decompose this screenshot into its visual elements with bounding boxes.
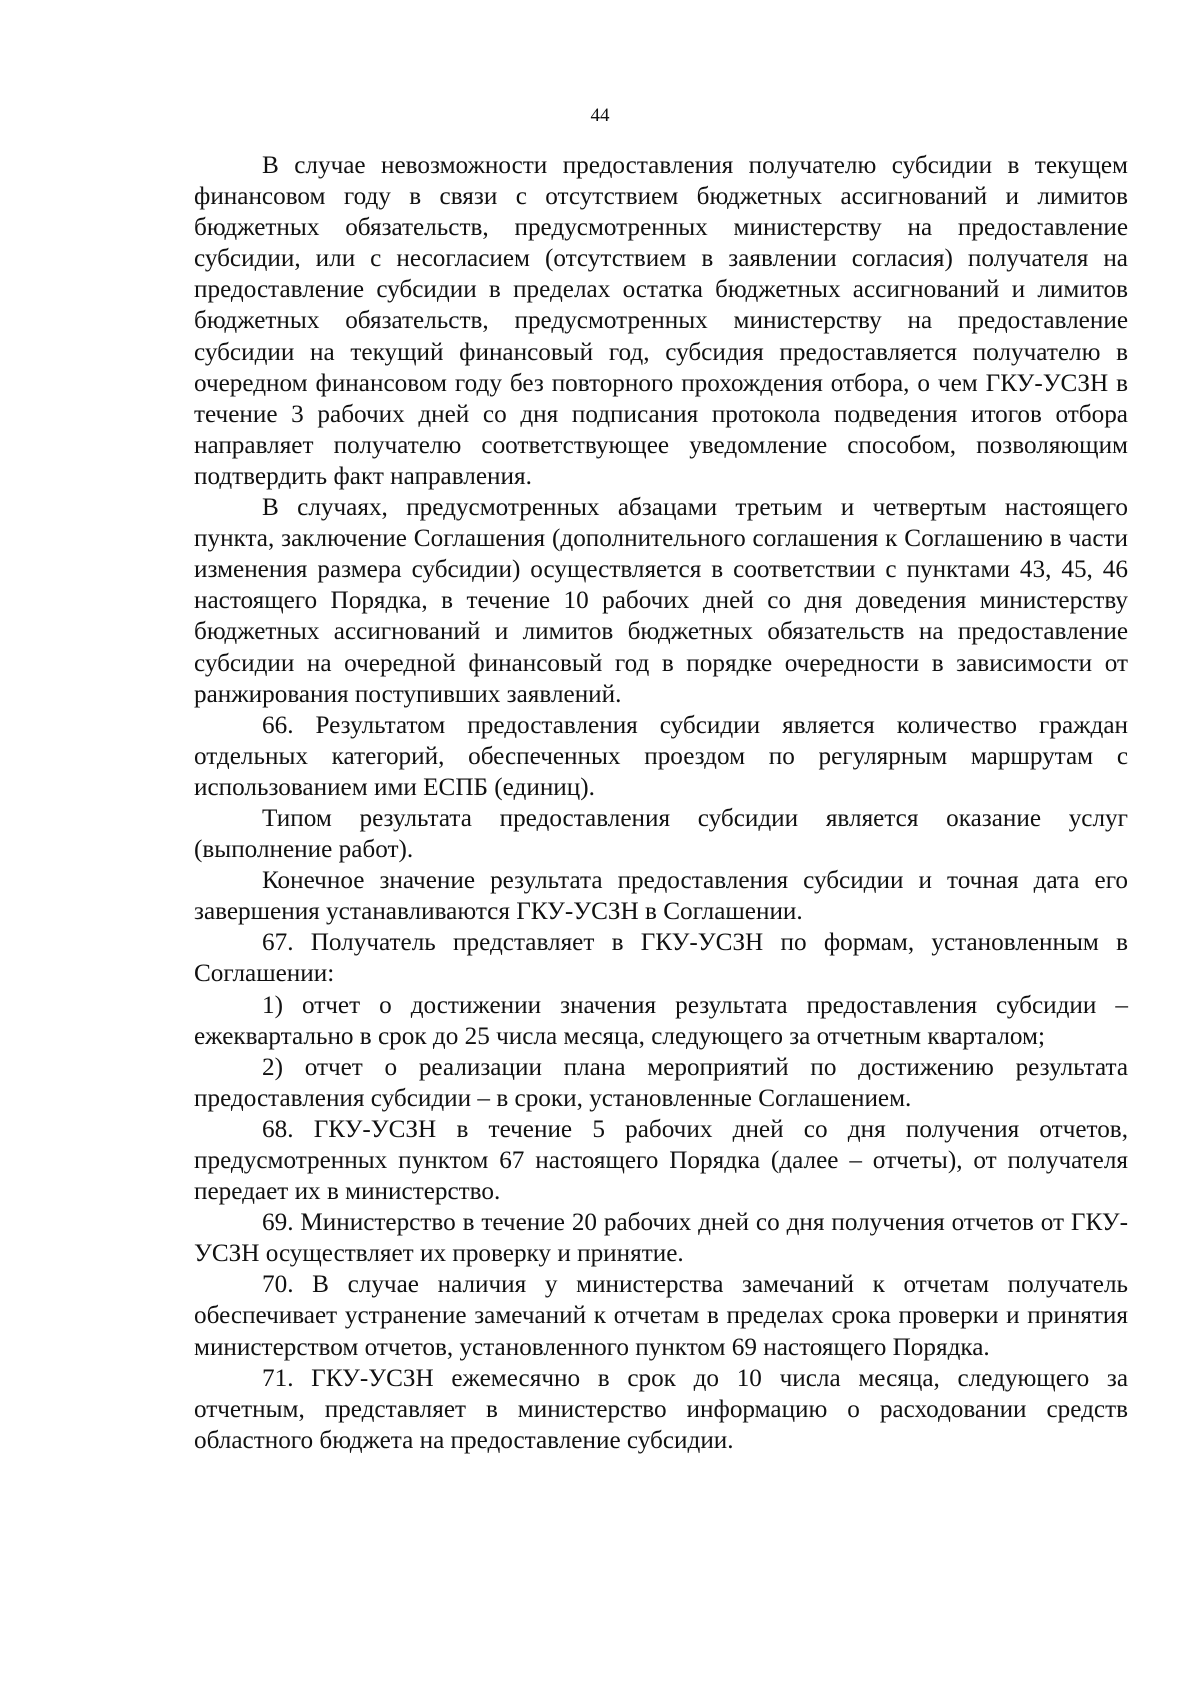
paragraph-subsidy-next-year: В случае невозможности предоставления получателю субсидии в текущем финансовом году в связи с отсутствием бюджетных ассигнований и лимитов бюджетных обязательств, предусмотренных министерству на предоставление субсидии, или с несогласием (отсутствием в заявлении согласия) получателя на предоставление субсидии в пределах остатка бюджетных ассигнований и лимитов бюджетных обязательств, предусмотренных министерству на предоставление субсидии на текущий финансовый год, субсидия предоставляется получателю в очередном финансовом году без повторного прохождения отбора, о чем ГКУ-УСЗН в течение 3 рабочих дней со дня подписания протокола подведения итогов отбора направляет получателю соответствующее уведомление способом, позволяющим подтвердить факт направления. — [194, 152, 1128, 490]
paragraph-item-66: 66. Результатом предоставления субсидии является количество граждан отдельных категорий, обеспеченных проездом по регулярным маршрутам с использованием ими ЕСПБ (единиц). — [194, 711, 1128, 801]
paragraph-item-69: 69. Министерство в течение 20 рабочих дней со дня получения отчетов от ГКУ-УСЗН осуществляет их проверку и принятие. — [194, 1209, 1128, 1268]
page-number: 44 — [590, 105, 610, 126]
paragraph-item-68: 68. ГКУ-УСЗН в течение 5 рабочих дней со дня получения отчетов, предусмотренных пунктом 67 настоящего Порядка (далее – отчеты), от получателя передает их в министерство. — [194, 1115, 1128, 1206]
paragraph-item-70: 70. В случае наличия у министерства замечаний к отчетам получатель обеспечивает устранение замечаний к отчетам в пределах срока проверки и принятия министерством отчетов, установленного пунктом 69 настоящего Порядка. — [194, 1271, 1128, 1361]
paragraph-agreement-conclusion: В случаях, предусмотренных абзацами третьим и четвертым настоящего пункта, заключение Соглашения (дополнительного соглашения к Соглашению в части изменения размера субсидии) осуществляется в соответствии с пунктами 43, 45, 46 настоящего Порядка, в течение 10 рабочих дней со дня доведения министерству бюджетных ассигнований и лимитов бюджетных обязательств на предоставление субсидии на очередной финансовый год в порядке очередности в зависимости от ранжирования поступивших заявлений. — [194, 494, 1128, 708]
paragraph-item-71: 71. ГКУ-УСЗН ежемесячно в срок до 10 числа месяца, следующего за отчетным, представляет в министерство информацию о расходовании средств областного бюджета на предоставление субсидии. — [194, 1364, 1128, 1454]
paragraph-result-type: Типом результата предоставления субсидии является оказание услуг (выполнение работ). — [194, 804, 1128, 864]
paragraph-item-67-1: 1) отчет о достижении значения результата предоставления субсидии – ежеквартально в срок до 25 числа месяца, следующего за отчетным кварталом; — [194, 991, 1128, 1050]
document-body — [194, 150, 1128, 1456]
paragraph-item-67-2: 2) отчет о реализации плана мероприятий по достижению результата предоставления субсидии – в сроки, установленные Соглашением. — [194, 1053, 1128, 1112]
paragraph-item-67: 67. Получатель представляет в ГКУ-УСЗН по формам, установленным в Соглашении: — [194, 929, 1128, 988]
paragraph-final-value: Конечное значение результата предоставления субсидии и точная дата его завершения устанавливаются ГКУ-УСЗН в Соглашении. — [194, 867, 1128, 926]
